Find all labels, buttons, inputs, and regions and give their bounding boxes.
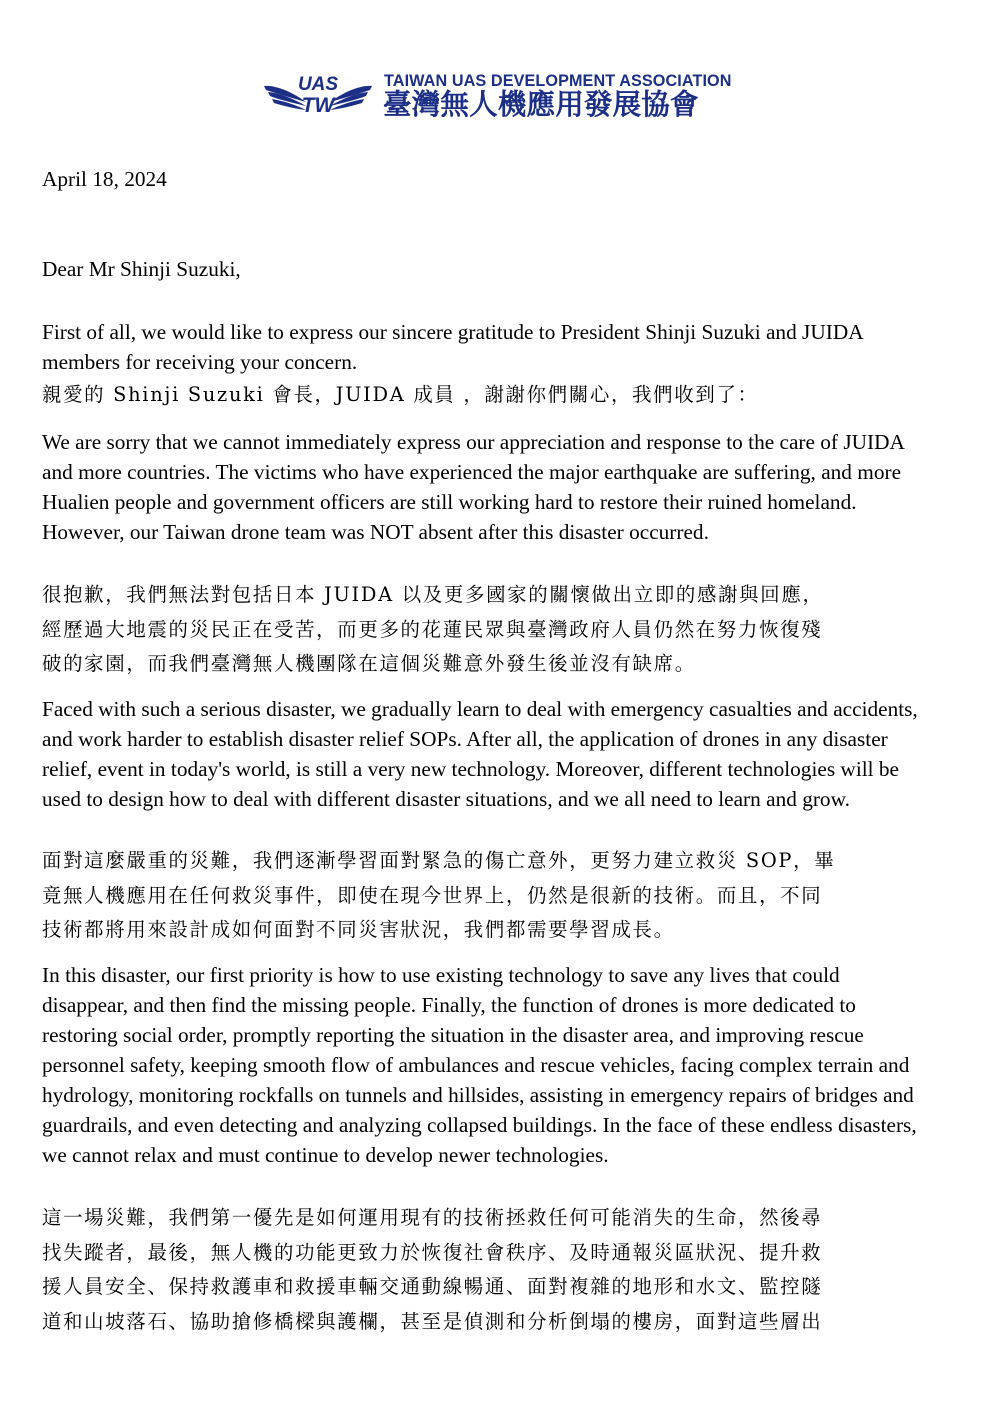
paragraph-1-english: First of all, we would like to express our sincere gratitude to President Shinji Suzuki and JUIDA members for receiving your concern. — [42, 320, 863, 374]
paragraph-4-english: In this disaster, our first priority is how to use existing technology to save any lives that could disappear, and then find the missing people. Finally, the function of drones is more dedicated to restoring social order, promptly reporting the situation in the disaster area, and improving rescue personnel safety, keeping smooth flow of ambulances and rescue vehicles, facing complex terrain and hydrology, monitoring rockfalls on tunnels and hillsides, assisting in emergency repairs of bridges and guardrails, and even detecting and analyzing collapsed buildings. In the face of these endless disasters, we cannot relax and must continue to develop newer technologies. — [42, 963, 917, 1167]
chinese-line: 破的家園，而我們臺灣無人機團隊在這個災難意外發生後並沒有缺席。 — [42, 652, 696, 675]
paragraph-1-chinese — [42, 378, 922, 413]
paragraph-3-chinese — [42, 844, 922, 948]
chinese-line: 親愛的 Shinji Suzuki 會長，JUIDA 成員 ，謝謝你們關心，我們收到了： — [42, 383, 759, 406]
paragraph-2-english: We are sorry that we cannot immediately express our appreciation and response to the care of JUIDA and more countries. The victims who have experienced the major earthquake are suffering, and more Hualien people and government officers are still working hard to restore their ruined homeland. However, our Taiwan drone team was NOT absent after this disaster occurred. — [42, 430, 904, 544]
org-name-english: TAIWAN UAS DEVELOPMENT ASSOCIATION — [384, 72, 732, 90]
chinese-line: 技術都將用來設計成如何面對不同災害狀況，我們都需要學習成長。 — [42, 918, 675, 941]
association-logo — [262, 72, 374, 120]
chinese-line: 竟無人機應用在任何救災事件，即使在現今世界上，仍然是很新的技術。而且，不同 — [42, 883, 823, 907]
chinese-line: 援人員安全、保持救護車和救援車輛交通動線暢通、面對複雜的地形和水文、監控隧 — [42, 1275, 823, 1298]
paragraph-2-chinese — [42, 578, 922, 682]
logo-text-bottom: TW — [301, 94, 335, 117]
paragraph-3-english: Faced with such a serious disaster, we gradually learn to deal with emergency casualties and accidents, and work harder to establish disaster relief SOPs. After all, the application of drones in any disaster relief, event in today's world, is still a very new technology. Moreover, different technologies will be used to design how to deal with different disaster situations, and we all need to learn and grow. — [42, 697, 918, 811]
letterhead — [262, 72, 732, 120]
org-name-chinese: 臺灣無人機應用發展協會 — [383, 88, 699, 121]
chinese-line: 面對這麼嚴重的災難，我們逐漸學習面對緊急的傷亡意外，更努力建立救災 SOP，畢 — [42, 849, 836, 872]
chinese-line: 很抱歉，我們無法對包括日本 JUIDA 以及更多國家的關懷做出立即的感謝與回應， — [42, 583, 824, 606]
chinese-line: 找失蹤者，最後，無人機的功能更致力於恢復社會秩序、及時通報災區狀況、提升救 — [42, 1240, 823, 1264]
chinese-line: 這一場災難，我們第一優先是如何運用現有的技術拯救任何可能消失的生命，然後尋 — [42, 1206, 823, 1229]
salutation: Dear Mr Shinji Suzuki, — [42, 257, 241, 281]
chinese-line: 經歷過大地震的災民正在受苦，而更多的花蓮民眾與臺灣政府人員仍然在努力恢復殘 — [42, 617, 823, 641]
logo-text-top: UAS — [297, 74, 339, 95]
letter-date: April 18, 2024 — [42, 167, 167, 191]
paragraph-4-chinese — [42, 1201, 922, 1339]
chinese-line: 道和山坡落石、協助搶修橋樑與護欄，甚至是偵測和分析倒塌的樓房，面對這些層出 — [42, 1309, 823, 1333]
